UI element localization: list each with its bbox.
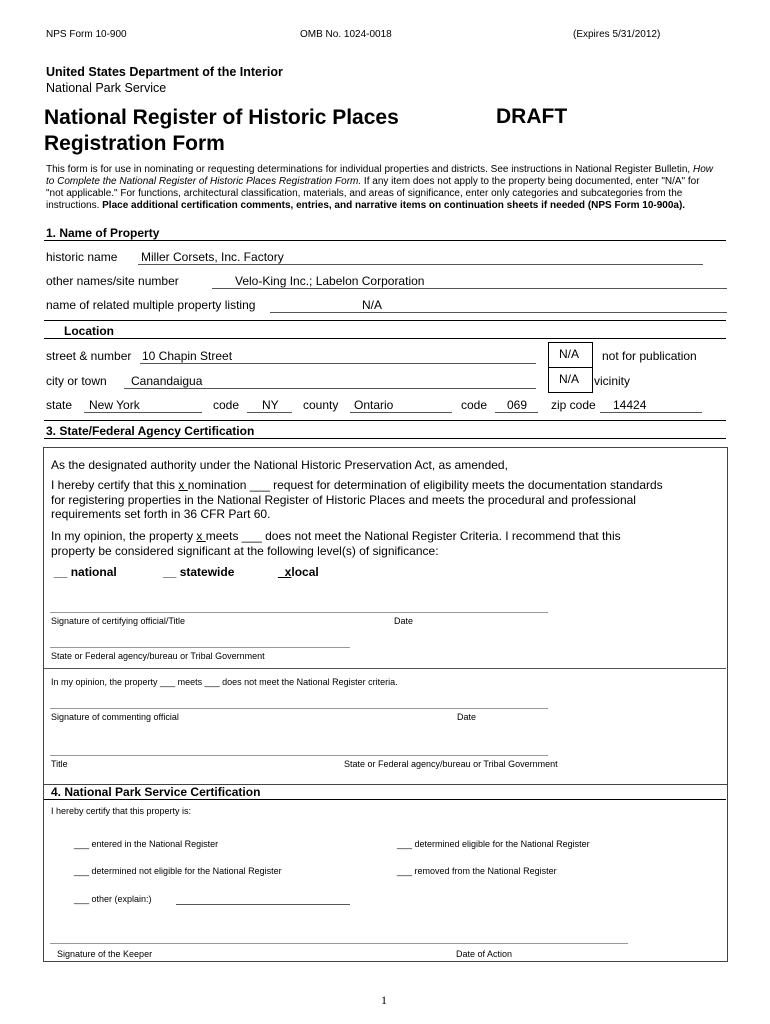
- county-code-label: code: [461, 398, 488, 412]
- state-value[interactable]: New York: [89, 398, 140, 412]
- commenting-signature-line: [50, 708, 548, 709]
- city-label: city or town: [46, 374, 107, 388]
- other-names-line: [212, 288, 727, 289]
- draft-label: DRAFT: [496, 105, 568, 128]
- state-label: state: [46, 398, 73, 412]
- expiration-date: (Expires 5/31/2012): [573, 29, 661, 40]
- form-number: NPS Form 10-900: [46, 29, 127, 40]
- city-value[interactable]: Canandaigua: [131, 374, 203, 388]
- section-3-heading: 3. State/Federal Agency Certification: [46, 424, 255, 438]
- department-name: United States Department of the Interior: [46, 65, 283, 79]
- agency-label-2: State or Federal agency/bureau or Tribal Government: [344, 759, 558, 769]
- street-na-value: N/A: [559, 347, 580, 361]
- omb-number: OMB No. 1024-0018: [300, 29, 392, 40]
- statewide-label: statewide: [179, 565, 235, 579]
- comment-rule: [44, 668, 726, 669]
- meets-check[interactable]: x: [196, 529, 206, 543]
- historic-name-line: [138, 264, 703, 265]
- section-2-heading: [46, 324, 114, 338]
- comment-opinion: In my opinion, the property ___ meets ___ does not meet the National Register criteria.: [51, 677, 398, 687]
- nps-certification-box: [43, 783, 728, 962]
- other-names-value[interactable]: Velo-King Inc.; Labelon Corporation: [235, 274, 425, 288]
- title-line-2: Registration Form: [44, 132, 225, 155]
- county-line: [350, 412, 452, 413]
- historic-name-value[interactable]: Miller Corsets, Inc. Factory: [141, 250, 284, 264]
- section-3-rule: [44, 438, 726, 439]
- certify-paragraph: [51, 478, 723, 522]
- county-value[interactable]: Ontario: [354, 398, 394, 412]
- intro-paragraph: [46, 164, 726, 212]
- opinion-paragraph: [51, 529, 723, 558]
- state-code-label: code: [213, 398, 240, 412]
- option-determined-eligible[interactable]: ___ determined eligible for the National Register: [397, 839, 590, 849]
- intro-italic: to Complete the National Register of Historic Places Registration Form.: [46, 176, 362, 187]
- not-for-publication-label: not for publication: [602, 349, 697, 363]
- street-line: [140, 363, 536, 364]
- certify-text: nomination ___ request for determination of eligibility meets the documentation standards: [187, 478, 663, 492]
- page-number: 1: [381, 993, 387, 1007]
- intro-italic: How: [692, 164, 713, 175]
- page-title: [44, 105, 399, 157]
- intro-text: "not applicable." For functions, architectural classification, materials, and areas of significance, enter only categories and subcategories from the: [46, 188, 683, 199]
- opinion-text: meets ___ does not meet the National Register Criteria. I recommend that this: [205, 529, 621, 543]
- certify-text: requirements set forth in 36 CFR Part 60.: [51, 507, 271, 522]
- section-3-top-rule: [44, 420, 726, 421]
- other-names-label: other names/site number: [46, 274, 179, 288]
- street-value[interactable]: 10 Chapin Street: [142, 349, 233, 363]
- section-2-top-rule: [44, 320, 726, 321]
- level-statewide[interactable]: [163, 565, 234, 579]
- certify-text: for registering properties in the National Register of Historic Places and meets the procedural and professional: [51, 492, 636, 507]
- state-code-line: [247, 412, 292, 413]
- keeper-signature-label: Signature of the Keeper: [57, 949, 153, 959]
- option-removed[interactable]: ___ removed from the National Register: [397, 866, 557, 876]
- option-determined-not-eligible[interactable]: ___ determined not eligible for the National Register: [74, 866, 282, 876]
- national-blank: __: [54, 565, 68, 579]
- commenting-date-label: Date: [457, 712, 477, 722]
- opinion-text: In my opinion, the property: [51, 529, 197, 543]
- title-line-1: National Register of Historic Places: [44, 106, 399, 129]
- option-other[interactable]: ___ other (explain:): [74, 894, 152, 904]
- section-1-heading: 1. Name of Property: [46, 226, 160, 240]
- intro-text: instructions.: [46, 200, 103, 211]
- title-line: [50, 755, 548, 756]
- intro-bold: Place additional certification comments, entries, and narrative items on continuation sheets if needed (NPS Form 10-900a).: [102, 200, 686, 211]
- authority-statement: As the designated authority under the National Historic Preservation Act, as amended,: [51, 458, 508, 472]
- state-line: [84, 412, 202, 413]
- section-1-rule: [44, 240, 726, 241]
- title-label: Title: [51, 759, 68, 769]
- certifying-date-label: Date: [394, 616, 414, 626]
- certifying-signature-label: Signature of certifying official/Title: [51, 616, 186, 626]
- intro-text: If any item does not apply to the property being documented, enter "N/A" for: [361, 176, 700, 187]
- zip-line: [600, 412, 702, 413]
- nomination-check[interactable]: x: [178, 478, 188, 492]
- county-label: county: [303, 398, 339, 412]
- multiple-property-line: [270, 312, 727, 313]
- national-label: national: [70, 565, 117, 579]
- multiple-property-value[interactable]: N/A: [362, 298, 383, 312]
- section-4-heading: 4. National Park Service Certification: [51, 785, 261, 799]
- county-code-line: [495, 412, 538, 413]
- agency-line-1: [50, 647, 350, 648]
- zip-value[interactable]: 14424: [613, 398, 647, 412]
- nps-certify-statement: I hereby certify that this property is:: [51, 806, 192, 816]
- date-of-action-label: Date of Action: [456, 949, 513, 959]
- city-na-box[interactable]: [548, 367, 593, 393]
- certifying-signature-line: [50, 612, 548, 613]
- statewide-blank: __: [163, 565, 177, 579]
- level-local[interactable]: [278, 565, 319, 579]
- option-entered[interactable]: ___ entered in the National Register: [74, 839, 219, 849]
- local-label: local: [291, 565, 319, 579]
- agency-label-1: State or Federal agency/bureau or Tribal Government: [51, 651, 265, 661]
- certify-text: I hereby certify that this: [51, 478, 179, 492]
- local-check: _x: [278, 565, 292, 579]
- multiple-property-label: name of related multiple property listing: [46, 298, 256, 312]
- zip-label: zip code: [551, 398, 596, 412]
- city-line: [124, 388, 536, 389]
- street-label: street & number: [46, 349, 132, 363]
- opinion-text: property be considered significant at the following level(s) of significance:: [51, 543, 439, 558]
- state-code-value[interactable]: NY: [262, 398, 279, 412]
- historic-name-label: historic name: [46, 250, 118, 264]
- intro-text: This form is for use in nominating or requesting determinations for individual properties and districts. See instructions in National Register Bulletin,: [46, 164, 693, 175]
- vicinity-label: vicinity: [594, 374, 631, 388]
- city-na-value: N/A: [559, 372, 580, 386]
- street-na-box[interactable]: [548, 342, 593, 368]
- county-code-value[interactable]: 069: [507, 398, 528, 412]
- commenting-signature-label: Signature of commenting official: [51, 712, 179, 722]
- level-national[interactable]: [54, 565, 117, 579]
- location-heading-text: Location: [64, 324, 114, 338]
- section-2-rule: [44, 338, 726, 339]
- service-name: National Park Service: [46, 81, 167, 95]
